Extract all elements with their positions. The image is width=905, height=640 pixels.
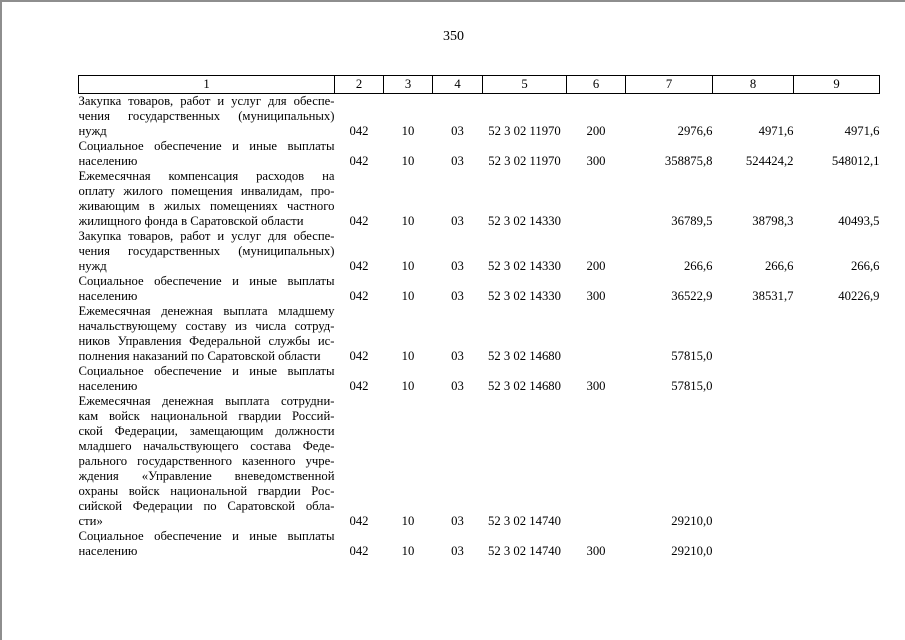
table-cell: 2976,6 xyxy=(677,124,713,138)
table-cell: 042 xyxy=(349,259,369,273)
column-header: 1 xyxy=(79,76,335,94)
description-line: ждения «Управление вневедомственной xyxy=(78,469,335,483)
row-description xyxy=(79,364,335,394)
table-cell: 10 xyxy=(401,514,415,528)
description-line: сийской Федерации по Саратовской обла- xyxy=(78,499,335,513)
description-line: полнения наказаний по Саратовской области xyxy=(78,349,321,363)
description-line: Социальное обеспечение и иные выплаты xyxy=(78,529,335,543)
column-header: 5 xyxy=(483,76,567,94)
table-cell: 300 xyxy=(586,289,606,303)
row-description xyxy=(79,139,335,169)
column-header: 8 xyxy=(713,76,794,94)
table-cell: 03 xyxy=(451,514,464,528)
table-cell xyxy=(567,304,626,364)
description-line: населению xyxy=(78,379,138,393)
table-cell xyxy=(794,364,880,394)
table-cell: 4971,6 xyxy=(844,124,880,138)
table-cell xyxy=(713,394,794,529)
description-line: населению xyxy=(78,154,138,168)
table-cell: 042 xyxy=(349,289,369,303)
description-line: сти» xyxy=(78,514,103,528)
table-cell: 03 xyxy=(451,379,464,393)
description-line: начальствующему составу из числа сотруд- xyxy=(78,319,335,333)
table-cell: 03 xyxy=(451,289,464,303)
table-cell: 300 xyxy=(586,379,606,393)
table-cell: 03 xyxy=(451,259,464,273)
table-cell: 40226,9 xyxy=(838,289,880,303)
description-line: младшего начальствующего состава Феде- xyxy=(78,439,335,453)
description-line: рального государственного казенного учре- xyxy=(78,454,335,468)
table-cell: 52 3 02 14680 xyxy=(488,379,561,393)
description-line: чения государственных (муниципальных) xyxy=(78,109,335,123)
table-cell: 042 xyxy=(349,379,369,393)
table-row xyxy=(79,529,880,559)
table-cell: 042 xyxy=(349,544,369,558)
table-row xyxy=(79,139,880,169)
table-row xyxy=(79,364,880,394)
description-line: оплату жилого помещения инвалидам, про- xyxy=(78,184,335,198)
table-cell: 52 3 02 14330 xyxy=(488,289,561,303)
column-header: 6 xyxy=(567,76,626,94)
table-cell: 36522,9 xyxy=(671,289,713,303)
table-cell: 4971,6 xyxy=(758,124,794,138)
table-header xyxy=(79,76,880,94)
table-cell: 300 xyxy=(586,544,606,558)
table-cell: 40493,5 xyxy=(838,214,880,228)
table-cell xyxy=(713,529,794,559)
table-cell: 52 3 02 11970 xyxy=(488,124,561,138)
table-cell xyxy=(794,394,880,529)
table-cell: 266,6 xyxy=(764,259,794,273)
table-cell: 57815,0 xyxy=(671,379,713,393)
table-cell: 10 xyxy=(401,154,415,168)
table-cell xyxy=(794,529,880,559)
table-cell xyxy=(567,394,626,529)
table-cell xyxy=(567,169,626,229)
description-line: Социальное обеспечение и иные выплаты xyxy=(78,364,335,378)
table-cell: 03 xyxy=(451,349,464,363)
description-line: нужд xyxy=(78,259,107,273)
column-header: 2 xyxy=(335,76,384,94)
table-cell: 03 xyxy=(451,544,464,558)
description-line: Закупка товаров, работ и услуг для обеспе- xyxy=(78,94,335,108)
table-cell: 03 xyxy=(451,214,464,228)
description-line: Социальное обеспечение и иные выплаты xyxy=(78,139,335,153)
description-line: ской Федерации, замещающим должности xyxy=(78,424,335,438)
description-line: Социальное обеспечение и иные выплаты xyxy=(78,274,335,288)
table-cell: 52 3 02 14740 xyxy=(488,544,561,558)
header-row xyxy=(79,76,880,94)
table-cell: 52 3 02 14330 xyxy=(488,259,561,273)
table-cell: 200 xyxy=(586,124,606,138)
row-description xyxy=(79,304,335,364)
column-header: 4 xyxy=(433,76,483,94)
description-line: жилищного фонда в Саратовской области xyxy=(78,214,304,228)
description-line: Ежемесячная денежная выплата младшему xyxy=(78,304,335,318)
table-cell: 29210,0 xyxy=(671,514,713,528)
table-cell xyxy=(794,304,880,364)
description-line: чения государственных (муниципальных) xyxy=(78,244,335,258)
table-cell: 042 xyxy=(349,349,369,363)
description-line: Закупка товаров, работ и услуг для обеспе- xyxy=(78,229,335,243)
row-description xyxy=(79,529,335,559)
description-line: ников Управления Федеральной службы ис- xyxy=(78,334,335,348)
table-cell: 10 xyxy=(401,544,415,558)
table-cell: 10 xyxy=(401,379,415,393)
column-header: 3 xyxy=(384,76,433,94)
description-line: нужд xyxy=(78,124,107,138)
table-cell: 042 xyxy=(349,214,369,228)
table-cell: 03 xyxy=(451,124,464,138)
table-row xyxy=(79,394,880,529)
table-cell: 548012,1 xyxy=(831,154,880,168)
table-cell: 042 xyxy=(349,154,369,168)
table-cell: 10 xyxy=(401,289,415,303)
table-cell xyxy=(713,364,794,394)
table-cell: 10 xyxy=(401,214,415,228)
table-row xyxy=(79,229,880,274)
row-description xyxy=(79,94,335,140)
row-description xyxy=(79,394,335,529)
table-cell: 200 xyxy=(586,259,606,273)
table-cell xyxy=(713,304,794,364)
table-cell: 524424,2 xyxy=(745,154,794,168)
table-cell: 042 xyxy=(349,514,369,528)
table-cell: 36789,5 xyxy=(671,214,713,228)
table-cell: 38531,7 xyxy=(752,289,794,303)
row-description xyxy=(79,169,335,229)
table-cell: 10 xyxy=(401,259,415,273)
table-cell: 57815,0 xyxy=(671,349,713,363)
description-line: кам войск национальной гвардии Россий- xyxy=(78,409,335,423)
description-line: населению xyxy=(78,289,138,303)
table-cell: 38798,3 xyxy=(752,214,794,228)
table-cell: 300 xyxy=(586,154,606,168)
table-cell: 266,6 xyxy=(850,259,880,273)
table-cell: 266,6 xyxy=(683,259,713,273)
description-line: населению xyxy=(78,544,138,558)
table-row xyxy=(79,274,880,304)
table-row xyxy=(79,169,880,229)
table-body xyxy=(79,94,880,560)
table-cell: 29210,0 xyxy=(671,544,713,558)
description-line: Ежемесячная денежная выплата сотрудни- xyxy=(78,394,335,408)
description-line: охраны войск национальной гвардии Рос- xyxy=(78,484,335,498)
table-cell: 042 xyxy=(349,124,369,138)
table-cell: 52 3 02 11970 xyxy=(488,154,561,168)
table-cell: 10 xyxy=(401,349,415,363)
column-header: 9 xyxy=(794,76,880,94)
row-description xyxy=(79,274,335,304)
row-description xyxy=(79,229,335,274)
table-row xyxy=(79,94,880,140)
table-cell: 358875,8 xyxy=(664,154,713,168)
column-header: 7 xyxy=(626,76,713,94)
table-cell: 52 3 02 14330 xyxy=(488,214,561,228)
page-number: 350 xyxy=(443,29,464,44)
table-cell: 10 xyxy=(401,124,415,138)
table-row xyxy=(79,304,880,364)
table-cell: 52 3 02 14680 xyxy=(488,349,561,363)
budget-table xyxy=(78,75,880,559)
table-cell: 52 3 02 14740 xyxy=(488,514,561,528)
description-line: живающим в жилых помещениях частного xyxy=(78,199,335,213)
description-line: Ежемесячная компенсация расходов на xyxy=(78,169,335,183)
table-cell: 03 xyxy=(451,154,464,168)
